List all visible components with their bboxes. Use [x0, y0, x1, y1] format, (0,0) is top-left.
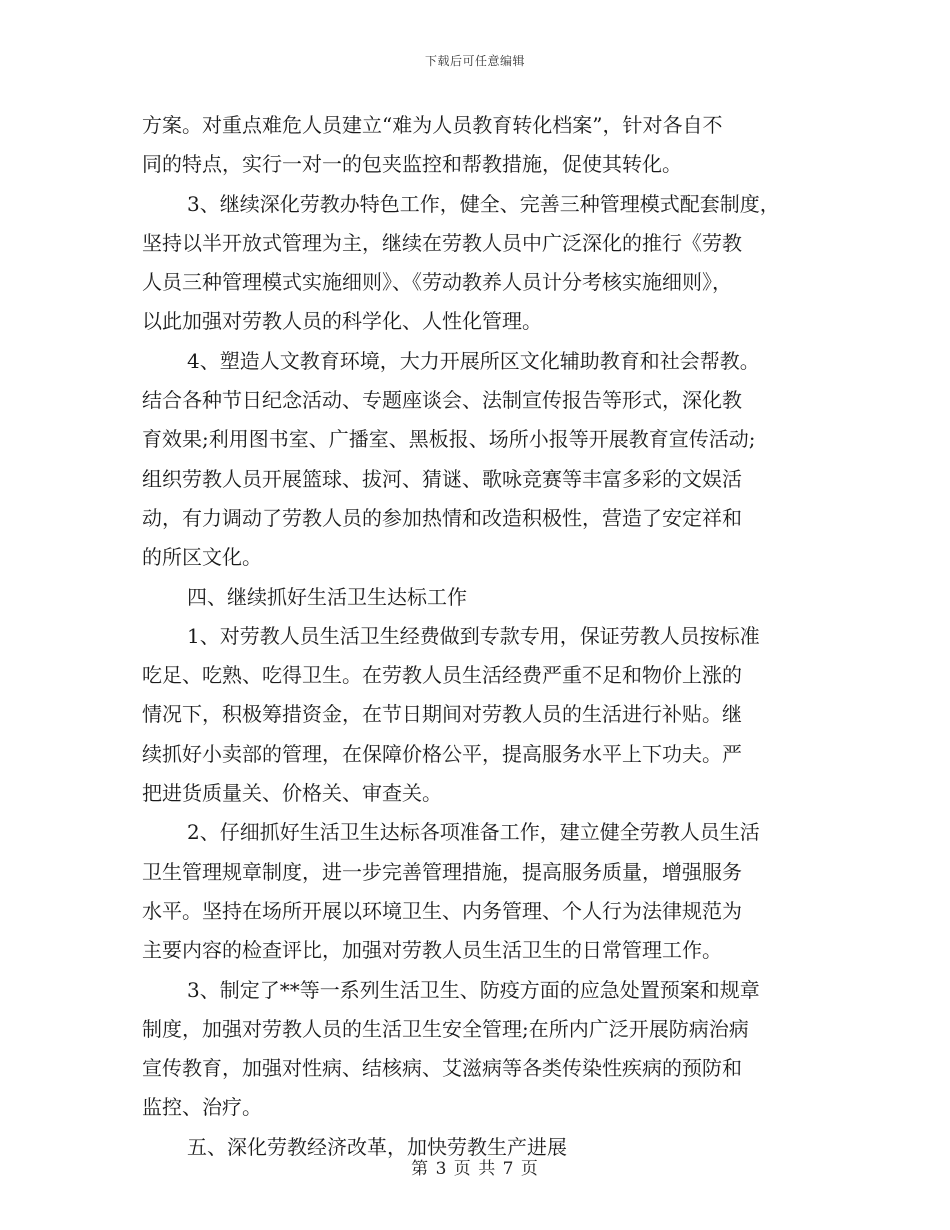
text-line: 同的特点，实行一对一的包夹监控和帮教措施，促使其转化。	[142, 152, 682, 177]
text-line: 五、深化劳教经济改革，加快劳教生产进展	[187, 1134, 567, 1159]
text-line: 续抓好小卖部的管理，在保障价格公平，提高服务水平上下功夫。严	[142, 741, 742, 766]
page-header: 下载后可任意编辑	[424, 54, 525, 68]
text-line: 人员三种管理模式实施细则》、《劳动教养人员计分考核实施细则》，	[142, 270, 732, 295]
text-line: 卫生管理规章制度，进一步完善管理措施，提高服务质量，增强服务	[142, 859, 742, 884]
text-line: 水平。坚持在场所开展以环境卫生、内务管理、个人行为法律规范为	[142, 898, 742, 923]
page-footer: 第 3 页 共 7 页	[411, 1159, 539, 1179]
text-line: 结合各种节日纪念活动、专题座谈会、法制宣传报告等形式，深化教	[142, 388, 742, 413]
body-text	[0, 106, 950, 1167]
text-line: 制度，加强对劳教人员的生活卫生安全管理;在所内广泛开展防病治病	[142, 1016, 749, 1041]
text-line: 以此加强对劳教人员的科学化、人性化管理。	[142, 309, 542, 334]
text-line: 宣传教育，加强对性病、结核病、艾滋病等各类传染性疾病的预防和	[142, 1056, 742, 1081]
text-line: 3、制定了**等一系列生活卫生、防疫方面的应急处置预案和规章	[187, 977, 760, 1002]
text-line: 吃足、吃熟、吃得卫生。在劳教人员生活经费严重不足和物价上涨的	[142, 663, 742, 688]
text-line: 方案。对重点难危人员建立“难为人员教育转化档案”，针对各自不	[142, 113, 723, 137]
text-line: 的所区文化。	[142, 545, 262, 570]
text-line: 3、继续深化劳教办特色工作，健全、完善三种管理模式配套制度，	[187, 191, 780, 216]
text-line: 4、塑造人文教育环境，大力开展所区文化辅助教育和社会帮教。	[187, 348, 760, 373]
text-line: 1、对劳教人员生活卫生经费做到专款专用，保证劳教人员按标准	[187, 623, 760, 648]
text-line: 坚持以半开放式管理为主，继续在劳教人员中广泛深化的推行《劳教	[142, 230, 742, 255]
text-line: 动，有力调动了劳教人员的参加热情和改造积极性，营造了安定祥和	[142, 505, 742, 530]
text-line: 情况下，积极筹措资金，在节日期间对劳教人员的生活进行补贴。继	[142, 702, 742, 727]
text-line: 主要内容的检查评比，加强对劳教人员生活卫生的日常管理工作。	[142, 938, 722, 963]
text-line: 育效果;利用图书室、广播室、黑板报、场所小报等开展教育宣传活动;	[142, 427, 756, 452]
text-line: 组织劳教人员开展篮球、拔河、猜谜、歌咏竞赛等丰富多彩的文娱活	[142, 466, 742, 491]
text-line: 把进货质量关、价格关、审查关。	[142, 781, 442, 806]
text-line: 四、继续抓好生活卫生达标工作	[187, 584, 467, 609]
text-line: 2、仔细抓好生活卫生达标各项准备工作，建立健全劳教人员生活	[187, 820, 760, 845]
text-line: 监控、治疗。	[142, 1095, 262, 1120]
